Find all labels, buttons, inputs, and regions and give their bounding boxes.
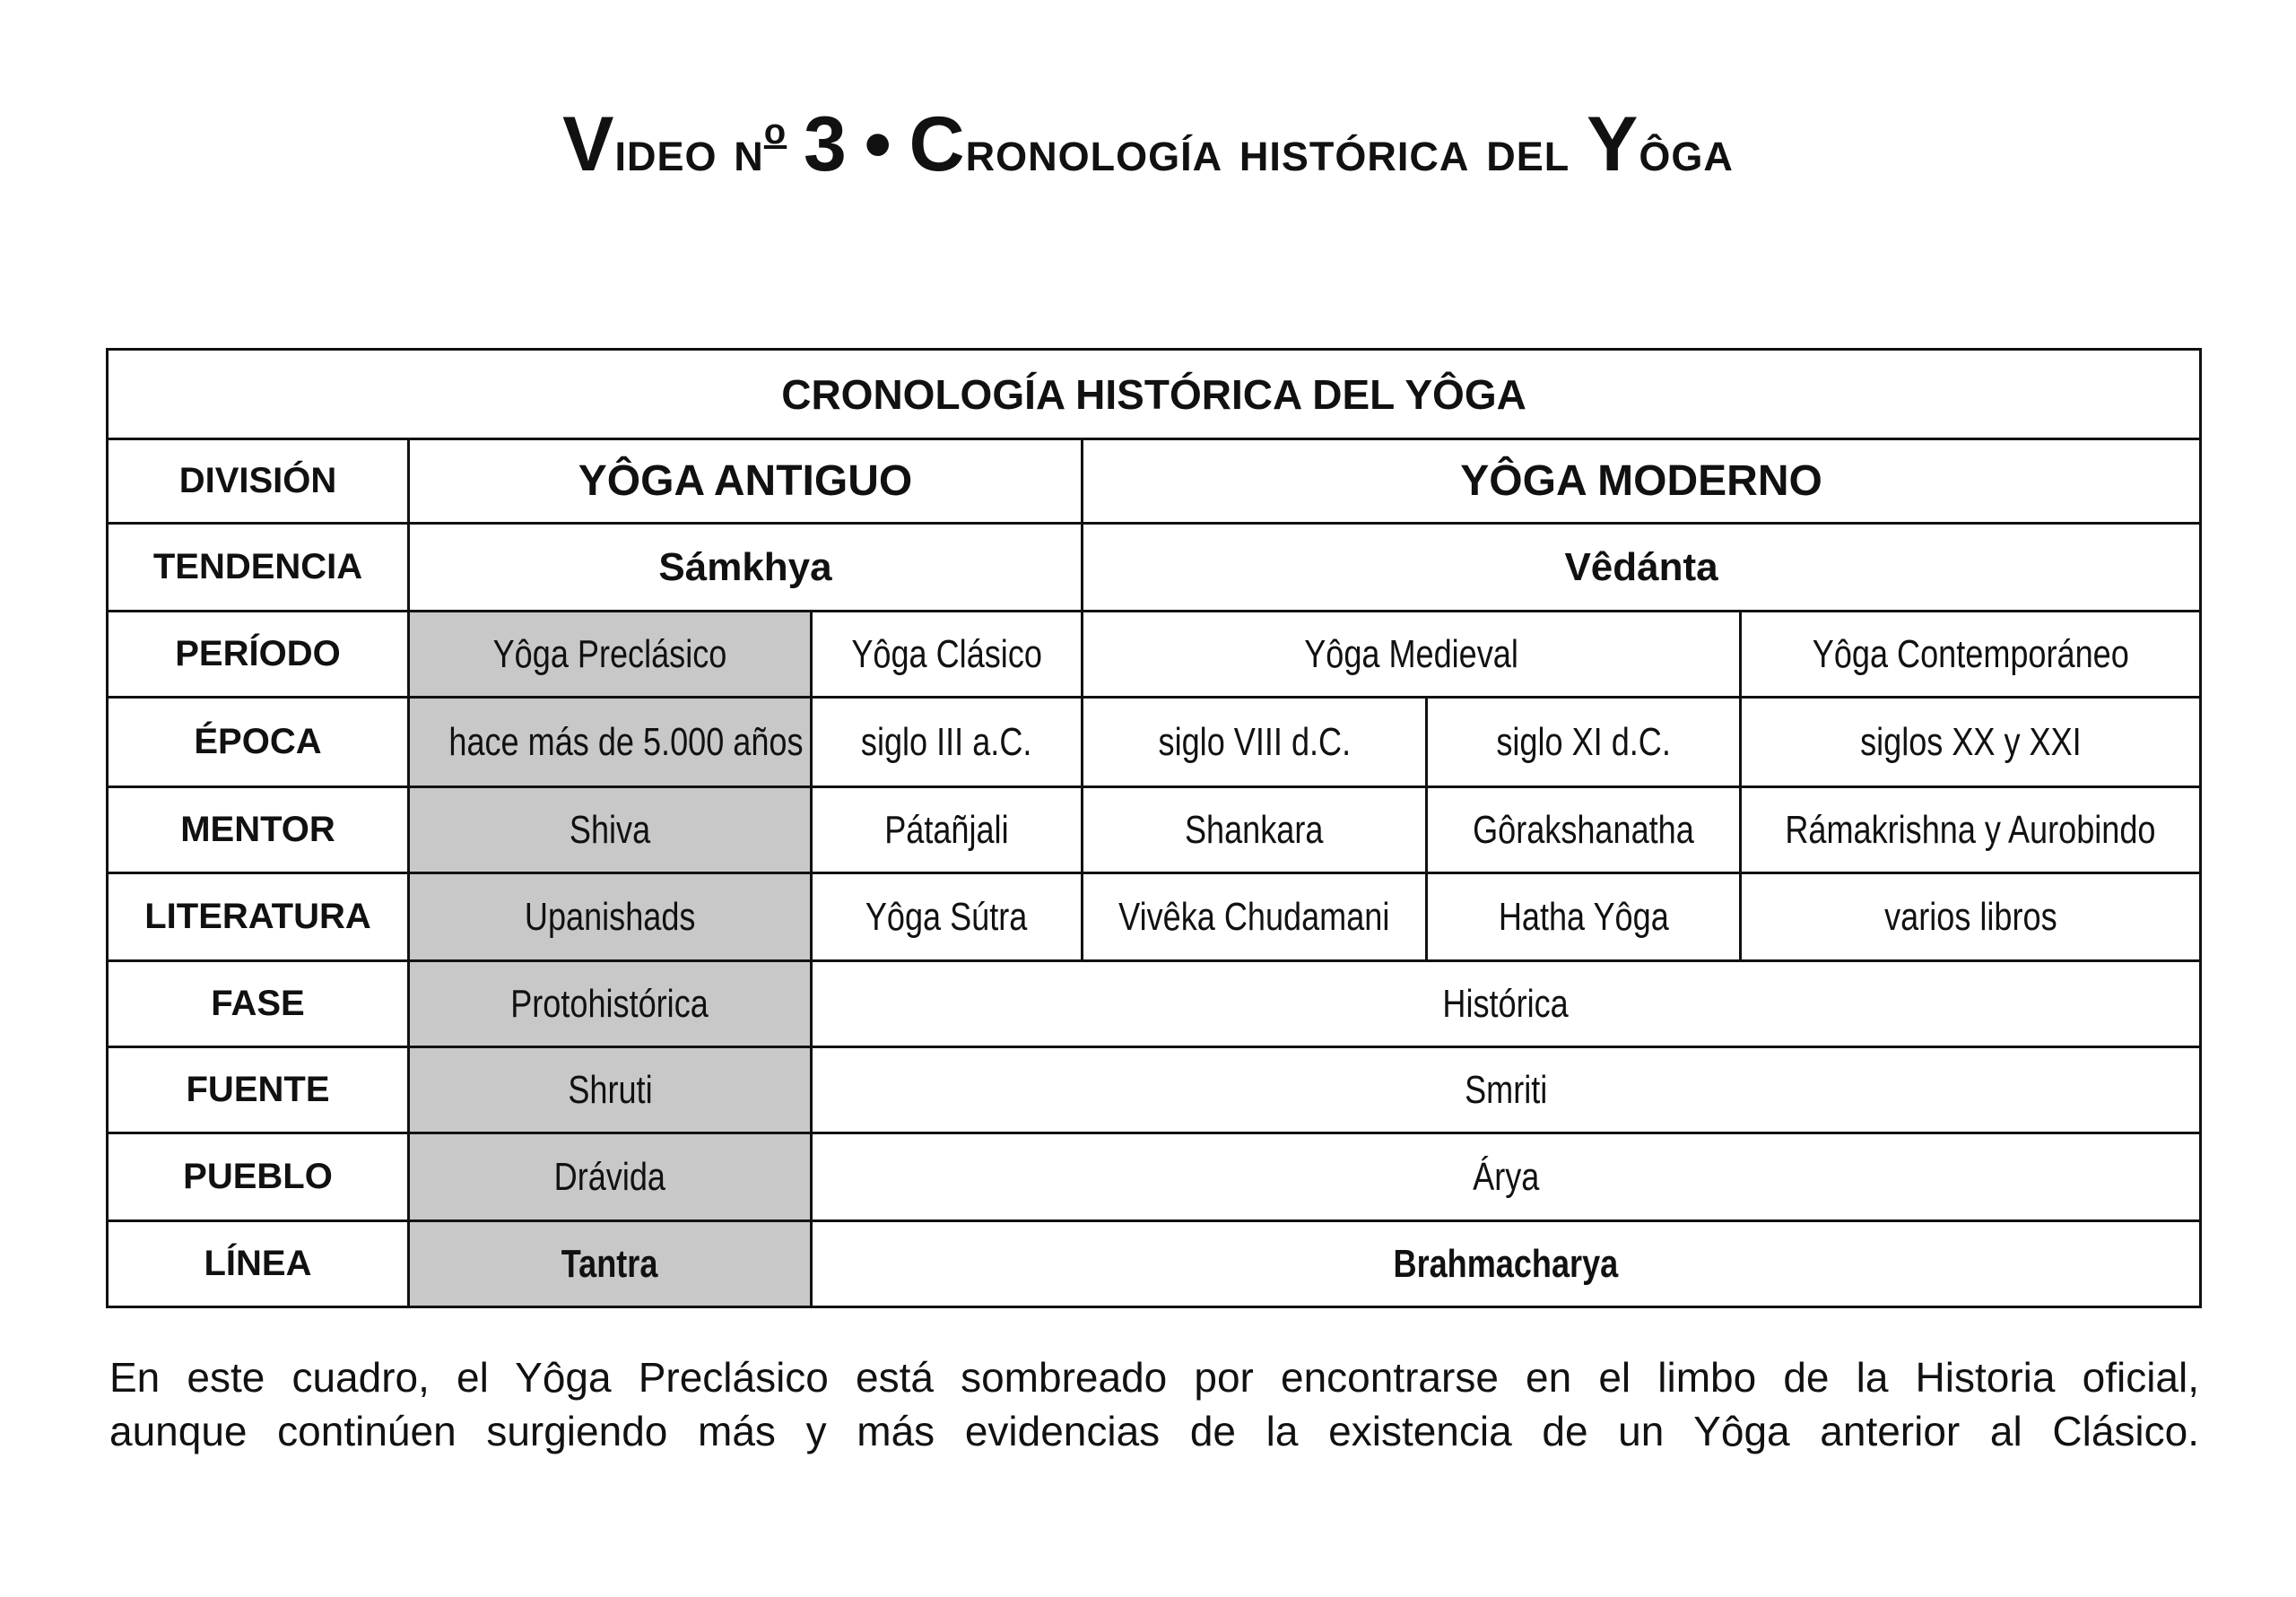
caption-line-2: aunque continúen surgiendo más y más evidencias de la existencia de un Yôga anterior al Clásico. [109, 1408, 2199, 1454]
title-bullet: • [864, 101, 892, 187]
table-row-pueblo [108, 1133, 2201, 1221]
cell-periodo-clasico [812, 612, 1083, 698]
row-label-fase: FASE [108, 961, 409, 1047]
cell-mentor-clasico [812, 787, 1083, 873]
page-title [0, 82, 2296, 200]
title-cronologia: ronología histórica del [965, 118, 1570, 183]
cell-text: Vivêka Chudamani [1118, 894, 1390, 939]
cell-literatura-clasico [812, 873, 1083, 961]
title-initial-c: C [909, 101, 966, 187]
cell-text: Brahmacharya [1393, 1241, 1619, 1286]
table-row-linea [108, 1221, 2201, 1307]
row-label-linea: LÍNEA [108, 1221, 409, 1307]
cell-text: hace más de 5.000 años [448, 719, 804, 764]
row-label-division: DIVISIÓN [108, 439, 409, 524]
cell-text: Árya [1472, 1154, 1540, 1199]
cell-tendencia-moderno: Vêdánta [1083, 524, 2201, 612]
cell-epoca-medieval-1 [1083, 698, 1427, 787]
cell-text: Drávida [553, 1154, 666, 1199]
cell-periodo-contemporaneo [1741, 612, 2201, 698]
caption-paragraph [109, 1350, 2199, 1458]
row-label-periodo: PERÍODO [108, 612, 409, 698]
cell-text: Shankara [1185, 807, 1324, 852]
row-label-pueblo: PUEBLO [108, 1133, 409, 1221]
cell-text: siglo XI d.C. [1496, 719, 1671, 764]
cell-text: Yôga Contemporáneo [1812, 631, 2129, 676]
cell-pueblo-resto [812, 1133, 2201, 1221]
cell-epoca-clasico [812, 698, 1083, 787]
cell-literatura-medieval-2 [1427, 873, 1741, 961]
title-initial-v: V [562, 101, 615, 187]
cell-literatura-contemporaneo [1741, 873, 2201, 961]
cell-text: Yôga Clásico [851, 631, 1042, 676]
title-number: 3 [804, 101, 848, 187]
cell-text: siglo III a.C. [861, 719, 1032, 764]
cell-text: Pátañjali [884, 807, 1009, 852]
cell-text: Protohistórica [510, 981, 709, 1026]
cell-text: Upanishads [524, 894, 696, 939]
row-label-epoca: ÉPOCA [108, 698, 409, 787]
cell-literatura-medieval-1 [1083, 873, 1427, 961]
table-row-mentor [108, 787, 2201, 873]
cell-text: Shruti [567, 1067, 653, 1112]
cell-text: Shiva [569, 807, 651, 852]
table-row-epoca [108, 698, 2201, 787]
cell-tendencia-antiguo: Sámkhya [409, 524, 1083, 612]
row-label-fuente: FUENTE [108, 1047, 409, 1133]
cell-text: Tantra [561, 1241, 658, 1286]
cell-epoca-preclasico [409, 698, 812, 787]
table-row-periodo [108, 612, 2201, 698]
cell-fase-preclasico [409, 961, 812, 1047]
table-row-literatura [108, 873, 2201, 961]
title-ordinal-sup: o [763, 112, 787, 152]
cell-epoca-medieval-2 [1427, 698, 1741, 787]
cell-periodo-preclasico [409, 612, 812, 698]
cell-text: Smriti [1464, 1067, 1548, 1112]
cell-text: Rámakrishna y Aurobindo [1785, 807, 2156, 852]
cell-linea-preclasico [409, 1221, 812, 1307]
table-row-fuente [108, 1047, 2201, 1133]
cell-division-antiguo: YÔGA ANTIGUO [409, 439, 1083, 524]
cell-text: Histórica [1442, 981, 1570, 1026]
table-title-row [108, 350, 2201, 439]
cell-text: Hatha Yôga [1498, 894, 1669, 939]
cell-mentor-medieval-2 [1427, 787, 1741, 873]
cell-text: Yôga Medieval [1304, 631, 1518, 676]
cell-periodo-medieval [1083, 612, 1741, 698]
title-ideo: ideo n [614, 118, 764, 183]
table-row-fase [108, 961, 2201, 1047]
cell-text: varios libros [1883, 894, 2057, 939]
cell-division-moderno: YÔGA MODERNO [1083, 439, 2201, 524]
cell-mentor-preclasico [409, 787, 812, 873]
cell-text: Yôga Sútra [865, 894, 1028, 939]
cell-literatura-preclasico [409, 873, 812, 961]
cell-text: Yôga Preclásico [492, 631, 727, 676]
cell-linea-resto [812, 1221, 2201, 1307]
cell-text: siglos XX y XXI [1859, 719, 2082, 764]
caption-line-1: En este cuadro, el Yôga Preclásico está sombreado por encontrarse en el limbo de la Historia oficial, [109, 1354, 2199, 1401]
table-row-division [108, 439, 2201, 524]
chronology-table [106, 348, 2202, 1308]
cell-text: Gôrakshanatha [1473, 807, 1694, 852]
title-initial-y: Y [1586, 101, 1639, 187]
cell-epoca-contemporaneo [1741, 698, 2201, 787]
cell-mentor-contemporaneo [1741, 787, 2201, 873]
row-label-literatura: LITERATURA [108, 873, 409, 961]
row-label-mentor: MENTOR [108, 787, 409, 873]
cell-fase-resto [812, 961, 2201, 1047]
cell-fuente-preclasico [409, 1047, 812, 1133]
title-oga: ôga [1639, 118, 1734, 183]
cell-pueblo-preclasico [409, 1133, 812, 1221]
cell-fuente-resto [812, 1047, 2201, 1133]
cell-text: siglo VIII d.C. [1158, 719, 1351, 764]
row-label-tendencia: TENDENCIA [108, 524, 409, 612]
table-row-tendencia [108, 524, 2201, 612]
table-title: CRONOLOGÍA HISTÓRICA DEL YÔGA [108, 350, 2201, 439]
cell-mentor-medieval-1 [1083, 787, 1427, 873]
